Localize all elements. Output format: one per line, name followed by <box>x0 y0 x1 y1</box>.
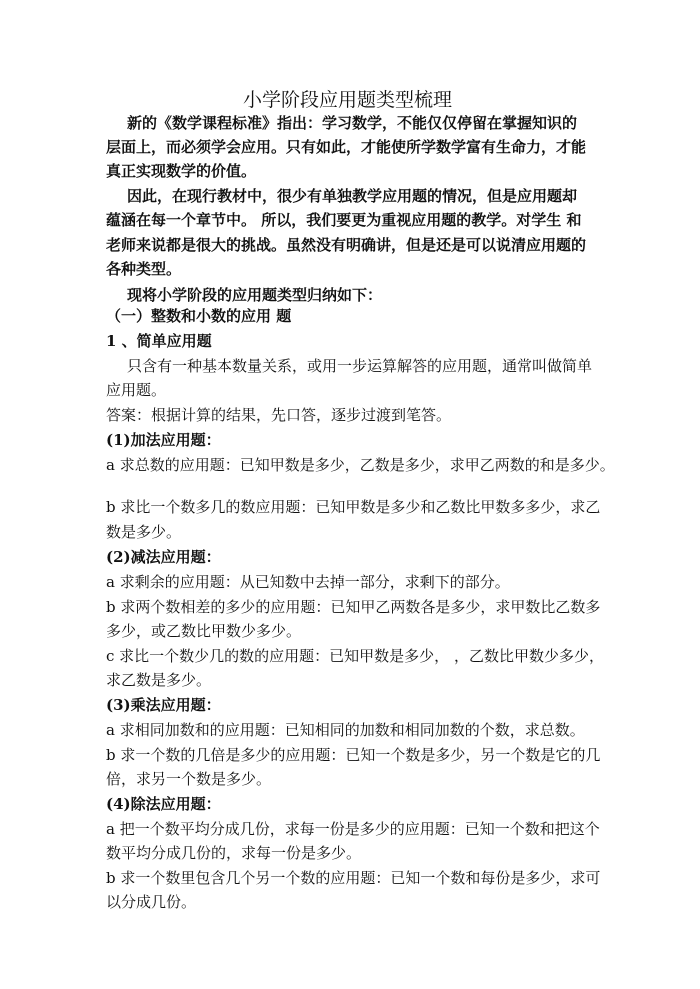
intro-paragraph-1-line-3: 真正实现数学的价值。 <box>106 162 257 180</box>
intro-paragraph-2-line-2: 蕴涵在每一个章节中。 所以，我们要更为重视应用题的教学。对学生 和 <box>106 211 582 229</box>
subtraction-item-b-line-1: b 求两个数相差的多少的应用题：已知甲乙两数各是多少，求甲数比乙数多 <box>106 598 601 616</box>
intro-paragraph-2-line-1: 因此，在现行教材中，很少有单独教学应用题的情况，但是应用题却 <box>127 187 578 205</box>
intro-paragraph-1-line-1: 新的《数学课程标准》指出：学习数学，不能仅仅停留在掌握知识的 <box>127 114 578 132</box>
division-item-b-line-2: 以分成几份。 <box>106 893 197 911</box>
intro-paragraph-2-line-3: 老师来说都是很大的挑战。虽然没有明确讲，但是还是可以说清应用题的 <box>106 236 587 254</box>
intro-paragraph-1-line-2: 层面上，而必须学会应用。只有如此，才能使所学数学富有生命力，才能 <box>106 138 587 156</box>
division-item-a-line-2: 数平均分成几份的，求每一份是多少。 <box>106 844 362 862</box>
intro-summary: 现将小学阶段的应用题类型归纳如下： <box>127 286 383 304</box>
division-item-b-line-1: b 求一个数里包含几个另一个数的应用题：已知一个数和每份是多少，求可 <box>106 869 601 887</box>
addition-item-b-line-2: 数是多少。 <box>106 523 182 541</box>
addition-heading: (1)加法应用题： <box>106 431 221 449</box>
multiplication-item-a: a 求相同加数和的应用题：已知相同的加数和相同加数的个数，求总数。 <box>106 721 585 739</box>
subtraction-item-b-line-2: 多少，或乙数比甲数少多少。 <box>106 622 302 640</box>
intro-paragraph-2-line-4: 各种类型。 <box>106 260 182 278</box>
simple-problem-definition-line-1: 只含有一种基本数量关系，或用一步运算解答的应用题，通常叫做简单 <box>127 357 593 375</box>
simple-problem-answer: 答案：根据计算的结果，先口答，逐步过渡到笔答。 <box>106 406 452 424</box>
section-1-heading: （一）整数和小数的应用 题 <box>106 307 292 325</box>
subtraction-item-c-line-1: c 求比一个数少几的数的应用题：已知甲数是多少， ，乙数比甲数少多少， <box>106 647 604 665</box>
subsection-1-heading: 1 、简单应用题 <box>106 332 212 350</box>
multiplication-item-b-line-2: 倍，求另一个数是多少。 <box>106 770 272 788</box>
subtraction-item-c-line-2: 求乙数是多少。 <box>106 671 212 689</box>
subtraction-heading: (2)减法应用题： <box>106 548 221 566</box>
division-item-a-line-1: a 把一个数平均分成几份，求每一份是多少的应用题：已知一个数和把这个 <box>106 820 600 838</box>
division-heading: (4)除法应用题： <box>106 795 221 813</box>
multiplication-heading: (3)乘法应用题： <box>106 696 221 714</box>
document-title: 小学阶段应用题类型梳理 <box>243 89 453 111</box>
addition-item-b-line-1: b 求比一个数多几的数应用题：已知甲数是多少和乙数比甲数多多少，求乙 <box>106 498 601 516</box>
multiplication-item-b-line-1: b 求一个数的几倍是多少的应用题：已知一个数是多少，另一个数是它的几 <box>106 746 601 764</box>
addition-item-a: a 求总数的应用题：已知甲数是多少，乙数是多少，求甲乙两数的和是多少。 <box>106 456 615 474</box>
subtraction-item-a: a 求剩余的应用题：从已知数中去掉一部分，求剩下的部分。 <box>106 573 510 591</box>
simple-problem-definition-line-2: 应用题。 <box>106 381 167 399</box>
